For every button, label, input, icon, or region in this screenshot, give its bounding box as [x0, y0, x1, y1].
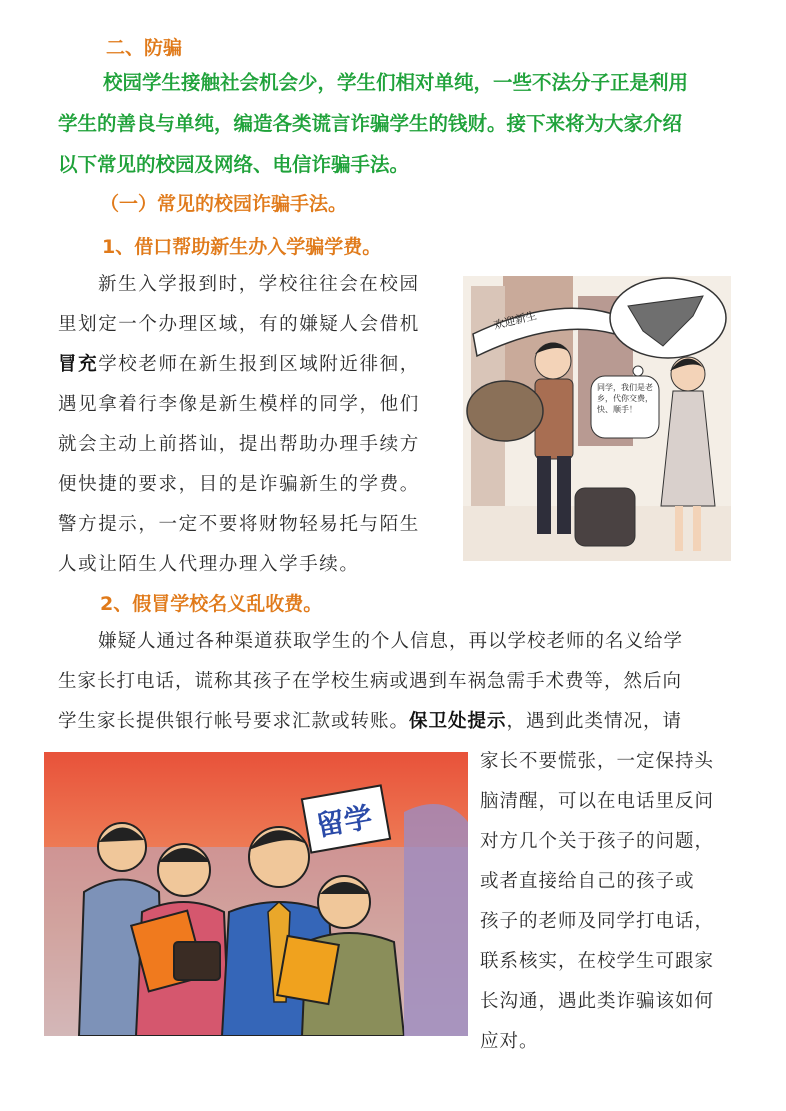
item1-line: 遇见拿着行李像是新生模样的同学，他们 [58, 394, 420, 415]
crowd-drawing [44, 752, 468, 1036]
item1-line: 人或让陌生人代理办理入学手续。 [58, 554, 360, 575]
new-student-illustration [463, 276, 731, 561]
item1-line: 警方提示，一定不要将财物轻易托与陌生 [58, 514, 420, 535]
note-text: 同学，我们是老乡，代你交费，快、顺手！ [597, 383, 653, 414]
study-abroad-illustration [44, 752, 468, 1036]
item1-line: 新生入学报到时，学校往往会在校园 [98, 274, 420, 295]
intro-line: 以下常见的校园及网络、电信诈骗手法。 [58, 153, 410, 176]
item1-paragraph [58, 265, 458, 585]
item2-heading: 2、假冒学校名义乱收费。 [100, 593, 323, 615]
item2-line: 脑清醒，可以在电话里反问 [480, 791, 715, 812]
item1-line: 就会主动上前搭讪，提出帮助办理手续方 [58, 434, 420, 455]
item2-line: 学生家长提供银行帐号要求汇款或转账。保卫处提示，遇到此类情况，请 [58, 711, 683, 732]
item1-line: 冒充学校老师在新生报到区域附近徘徊， [58, 354, 420, 375]
banner-text: 欢迎新生 [492, 308, 539, 333]
bold-word: 冒充 [58, 354, 99, 375]
item1-line: 里划定一个办理区域，有的嫌疑人会借机 [58, 314, 420, 335]
item2-right-column [480, 742, 740, 1062]
item2-line: 或者直接给自己的孩子或 [480, 871, 695, 892]
item1-heading: 1、借口帮助新生办入学骗学费。 [102, 236, 382, 258]
item2-line: 生家长打电话，谎称其孩子在学校生病或遇到车祸急需手术费等，然后向 [58, 671, 683, 692]
intro-line: 学生的善良与单纯，编造各类谎言诈骗学生的钱财。接下来将为大家介绍 [58, 112, 683, 135]
item2-line: 联系核实，在校学生可跟家 [480, 951, 715, 972]
intro-paragraph [58, 62, 748, 185]
security-office-tip: 保卫处提示 [409, 711, 507, 732]
item2-line: 长沟通，遇此类诈骗该如何 [480, 991, 715, 1012]
section-title: 二、防骗 [106, 37, 183, 59]
item1-line: 便快捷的要求，目的是诈骗新生的学费。 [58, 474, 420, 495]
intro-line: 校园学生接触社会机会少，学生们相对单纯，一些不法分子正是利用 [103, 71, 689, 94]
item2-line: 嫌疑人通过各种渠道获取学生的个人信息，再以学校老师的名义给学 [98, 631, 684, 652]
item2-line: 孩子的老师及同学打电话， [480, 911, 715, 932]
item2-line: 家长不要慌张，一定保持头 [480, 751, 715, 772]
sub-heading: （一）常见的校园诈骗手法。 [100, 193, 348, 215]
item2-paragraph [58, 622, 758, 742]
item2-line: 应对。 [480, 1031, 539, 1052]
item2-line: 对方几个关于孩子的问题， [480, 831, 715, 852]
sign-text: 留学 [313, 800, 375, 843]
